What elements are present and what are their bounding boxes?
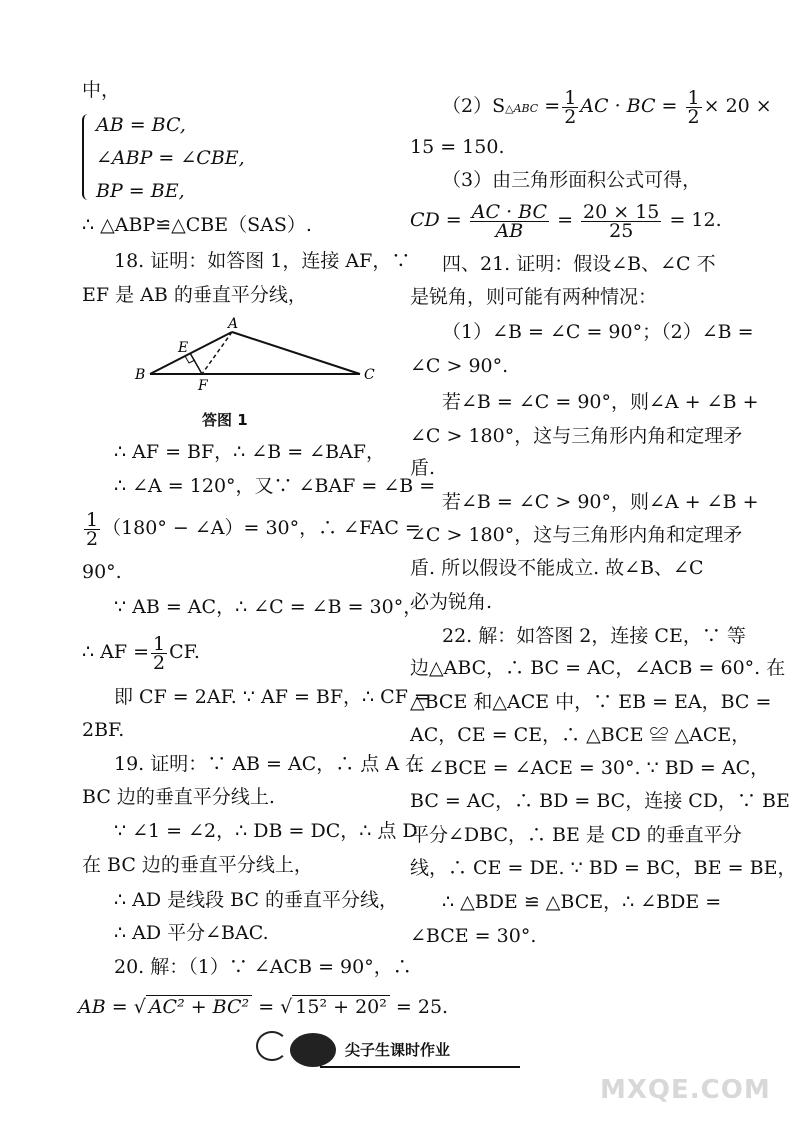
figure-caption: 答图 1	[202, 411, 248, 429]
text-span: （180° − ∠A）= 30°，∴ ∠FAC =	[102, 517, 421, 539]
numerator: 20 × 15	[583, 200, 660, 223]
text-span: AB =	[78, 996, 128, 1018]
segment-ef	[190, 353, 202, 374]
text-line: 是锐角，则可能有两种情况：	[410, 286, 658, 308]
text-span: （2）S	[442, 95, 506, 117]
text-line: ∵ AB = AC，∴ ∠C = ∠B = 30°，	[114, 596, 423, 618]
denominator: 2	[153, 651, 166, 674]
text-line: ∴ AF = BF，∴ ∠B = ∠BAF，	[114, 441, 385, 463]
text-line: 盾.	[410, 457, 436, 479]
system-brace	[82, 114, 92, 200]
text-line: 即 CF = 2AF. ∵ AF = BF，∴ CF =	[114, 686, 430, 708]
segment-af-dashed	[202, 332, 232, 374]
text-line: ∠BCE = 30°.	[410, 925, 537, 947]
text-line	[82, 632, 200, 672]
text-line: ∴ △BDE ≌ △BCE，∴ ∠BDE =	[442, 891, 722, 913]
swirl-ornament-icon	[256, 1031, 288, 1061]
text-span: CD =	[410, 209, 462, 231]
text-span: CF.	[169, 641, 200, 663]
text-span: × 20 ×	[703, 95, 772, 117]
fraction	[84, 508, 100, 550]
label-e: E	[178, 340, 189, 356]
text-line: 四、21. 证明：假设∠B、∠C 不	[442, 253, 716, 275]
text-line: 19. 证明：∵ AB = AC，∴ 点 A 在	[114, 753, 425, 775]
text-span: =	[557, 209, 573, 231]
text-line: ∠C > 180°，这与三角形内角和定理矛	[410, 425, 743, 447]
text-span: = 12.	[669, 209, 722, 231]
denominator: 2	[86, 527, 99, 550]
text-line: ∵ ∠1 = ∠2，∴ DB = DC，∴ 点 D	[114, 820, 418, 842]
text-line: △BCE 和△ACE 中，∵ EB = EA，BC =	[410, 691, 772, 713]
watermark: MXQE.COM	[600, 1075, 771, 1105]
text-line	[442, 86, 772, 126]
figure-1	[132, 312, 382, 402]
text-line: ∠C > 180°，这与三角形内角和定理矛	[410, 524, 743, 546]
text-line: 中，	[82, 79, 121, 101]
text-span: ∴ AF =	[82, 641, 149, 663]
label-f: F	[198, 378, 208, 394]
text-line: 18. 证明：如答图 1，连接 AF，∵	[114, 250, 411, 272]
text-line: 盾. 所以假设不能成立. 故∠B、∠C	[410, 557, 704, 579]
text-line: （1）∠B = ∠C = 90°；（2）∠B =	[442, 321, 754, 343]
denominator: AB	[495, 219, 524, 242]
segment-ac	[232, 332, 360, 374]
label-c: C	[364, 367, 375, 383]
numerator: 1	[86, 508, 99, 531]
brand-title: 尖子生课时作业	[345, 1041, 451, 1059]
text-line: ∴ △ABP≌△CBE（SAS）.	[82, 214, 312, 236]
text-line: ∴ ∠BCE = ∠ACE = 30°. ∵ BD = AC，	[410, 757, 770, 779]
text-line: 若∠B = ∠C = 90°，则∠A + ∠B +	[442, 391, 759, 413]
denominator: 25	[609, 219, 634, 242]
radicand: 15² + 20²	[292, 995, 390, 1018]
numerator: 1	[564, 86, 577, 109]
page-number-badge-icon	[290, 1033, 336, 1067]
text-line: 在 BC 边的垂直平分线上，	[82, 854, 313, 876]
subscript: △ABC	[505, 102, 539, 115]
text-line: （3）由三角形面积公式可得，	[442, 169, 702, 191]
denominator: 2	[687, 105, 700, 128]
text-line: ∴ AD 平分∠BAC.	[114, 922, 269, 944]
text-line: AB = √ AC² + BC² = √ 15² + 20² = 25.	[78, 996, 449, 1018]
text-line: 90°.	[82, 561, 122, 583]
text-line: BC 边的垂直平分线上.	[82, 786, 275, 808]
text-line: 15 = 150.	[410, 136, 505, 158]
text-span: AC · BC =	[580, 95, 678, 117]
text-line: 平分∠DBC，∴ BE 是 CD 的垂直平分	[410, 824, 742, 846]
text-line	[410, 200, 722, 240]
text-line: BP = BE,	[96, 180, 185, 202]
text-span: =	[258, 996, 275, 1018]
numerator: 1	[687, 86, 700, 109]
footer-rule	[320, 1066, 520, 1068]
denominator: 2	[564, 105, 577, 128]
text-line: ∠ABP = ∠CBE,	[96, 147, 245, 169]
text-line: ∴ ∠A = 120°，又∵ ∠BAF = ∠B =	[114, 475, 436, 497]
text-line: BC = AC，∴ BD = BC，连接 CD，∵ BE	[410, 790, 790, 812]
segment-ba	[150, 332, 232, 374]
text-span: = 25.	[395, 996, 449, 1018]
text-line: 22. 解：如答图 2，连接 CE，∵ 等	[442, 625, 746, 647]
text-line: 20. 解：（1）∵ ∠ACB = 90°，∴	[114, 956, 412, 978]
text-line	[82, 508, 421, 548]
text-line: 若∠B = ∠C > 90°，则∠A + ∠B +	[442, 491, 759, 513]
numerator: AC · BC	[471, 200, 548, 223]
text-line: ∠C > 90°.	[410, 355, 509, 377]
numerator: 1	[153, 632, 166, 655]
text-line: AC，CE = CE，∴ △BCE ≌ △ACE，	[410, 724, 751, 746]
label-b: B	[135, 367, 146, 383]
text-line: 2BF.	[82, 719, 125, 741]
text-line: 线，∴ CE = DE. ∵ BD = BC，BE = BE，	[410, 857, 796, 879]
text-line: ∴ AD 是线段 BC 的垂直平分线，	[114, 889, 399, 911]
label-a: A	[228, 316, 239, 332]
fraction	[686, 86, 702, 128]
radicand: AC² + BC²	[146, 995, 252, 1018]
fraction	[151, 632, 167, 674]
fraction	[470, 200, 549, 242]
text-line: AB = BC,	[96, 114, 186, 136]
fraction	[562, 86, 578, 128]
text-line: EF 是 AB 的垂直平分线，	[82, 284, 307, 306]
fraction	[581, 200, 661, 242]
text-line: 边△ABC，∴ BC = AC，∠ACB = 60°. 在	[410, 657, 786, 679]
text-span: =	[544, 95, 561, 117]
text-line: 必为锐角.	[410, 591, 493, 613]
